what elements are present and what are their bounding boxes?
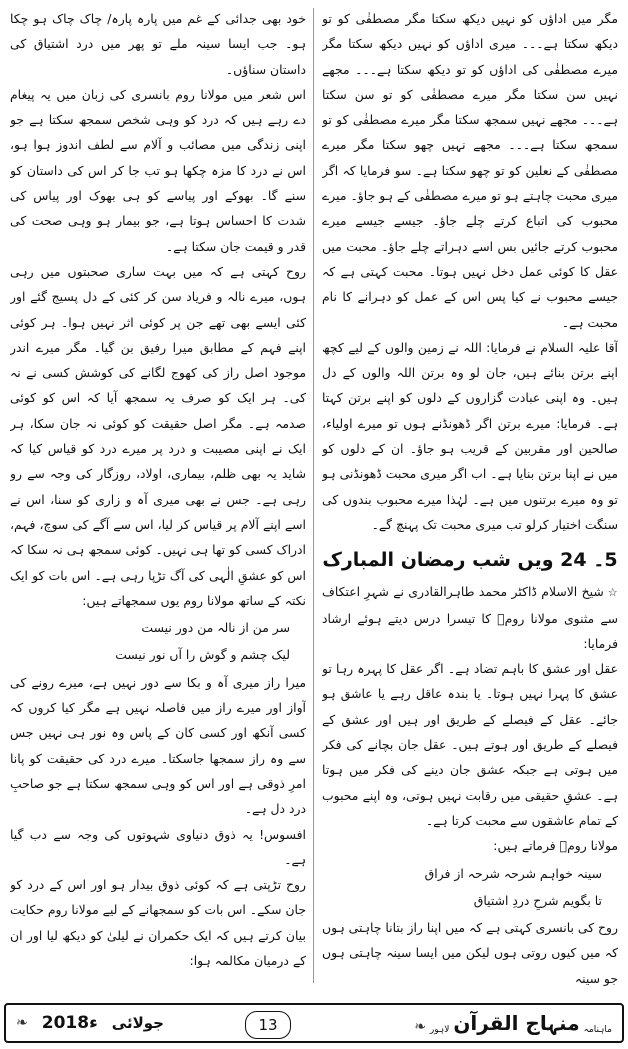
paragraph: میرا راز میری آہ و بکا سے دور نہیں ہے، میرے رونے کی آواز اور میرے راز میں فاصلہ نہیں ہے مگر کیا کروں کہ کسی آنکھ اور کسی کان کے پاس وہ نور ہی نہیں جس سے وہ راز سمجھا جاسکتا۔ میرے درد کی حقیقت کو پانا امرِ ذوقی ہے اور اس کو وہی سمجھ سکتا ہے جو صاحبِ درد دل ہے۔ (10, 674, 306, 817)
ornament-icon: ❧ (414, 1019, 426, 1035)
page-footer (4, 1003, 624, 1043)
star-icon: ☆ (607, 586, 618, 600)
right-column (322, 6, 618, 987)
paragraph: آقا علیہ السلام نے فرمایا: اللہ نے زمین والوں کے لیے کچھ اپنے برتن بنائے ہیں، جان لو وہ برتن اللہ والوں کے دل ہیں۔ وہ اپنی عبادت گزاروں کے دلوں کو اپنے برتن کہتا ہے۔ فرمایا: میرے برتن اگر ڈھونڈنے ہوں تو میرے اولیاء، صالحین اور مقربین کے قریب ہو جاؤ۔ ان کے دلوں کو میں نے اپنا برتن بنایا ہے۔ اب اگر میری محبت ڈھونڈنی ہو تو وہ میرے برتنوں میں ہے۔ لہٰذا میرے محبوب بندوں کی سنگت اختیار کرلو تب میری محبت تک پہنچ گے۔ (322, 339, 618, 532)
issue-month: جولائی (111, 1014, 164, 1032)
magazine-city: لاہور (429, 1025, 450, 1035)
paragraph: ☆شیخ الاسلام ڈاکٹر محمد طاہرالقادری نے شہرِ اعتکاف سے مثنوی مولانا رومؒ کا تیسرا درس دیتے ہوئے ارشاد فرمایا: (322, 584, 618, 651)
paragraph: خود بھی جدائی کے غم میں پارہ پارہ/ چاک چاک ہو چکا ہو۔ جب ایسا سینہ ملے تو پھر میں درد اشتیاق کی داستان سناؤں۔ (10, 11, 306, 77)
left-column (10, 6, 306, 987)
verse-line: سینہ خواہم شرحہ شرحہ از فراق (424, 865, 602, 881)
page-number: 13 (245, 1011, 291, 1039)
paragraph: مولانا رومؒ فرماتے ہیں: (493, 838, 618, 854)
section-heading: 5۔ 24 ویں شب رمضان المبارک (322, 549, 618, 572)
verse-line: تا بگویم شرحِ دردِ اشتیاق (473, 892, 602, 908)
verse-line: سر من از نالہ من دور نیست (141, 620, 290, 636)
paragraph: افسوس! یہ ذوق دنیاوی شہوتوں کی وجہ سے دب گیا ہے۔ (10, 826, 306, 867)
verse-line: لیک چشم و گوش را آں نور نیست (115, 647, 290, 663)
column-divider (313, 8, 314, 983)
issue-date (16, 1013, 164, 1033)
issue-year: 2018ء (41, 1013, 98, 1033)
paragraph: روح تڑپتی ہے کہ کوئی ذوق بیدار ہو اور اس کے درد کو جان سکے۔ اس بات کو سمجھانے کے لیے مولانا روم حکایت بیان کرتے ہیں کہ ایک حکمران نے لیلیٰ کو دیکھ لیا اور ان کے درمیان مکالمہ ہوا: (10, 877, 306, 968)
paragraph: مگر میں اداؤں کو نہیں دیکھ سکتا مگر مصطفٰی کو تو دیکھ سکتا ہے۔۔۔ میری اداؤں کو نہیں دیکھ سکتا مگر میرے مصطفٰی کی اداؤں کو تو دیکھ سکتا ہے۔۔۔ مجھے نہیں سن سکتا مگر میرے مصطفٰی کو تو سن سکتا ہے۔۔۔ مجھے نہیں سمجھ سکتا مگر میرے مصطفٰی کو تو سمجھ سکتا ہے۔۔۔ مجھے نہیں چھو سکتا مگر میرے مصطفٰی کے نعلین کو تو چھو سکتا ہے۔ سو فرمایا کہ اگر میری محبت چاہتے ہو تو میرے مصطفٰی کے ہو جاؤ۔ میرے محبوب کی اتباع کرتے چلے جاؤ۔ جیسے جیسے میرے محبوب کرتے جائیں بس اسے دہراتے چلے جاؤ۔ محبت میں عقل کا کوئی عمل دخل نہیں ہوتا۔ محبت کہتی ہے کہ جیسے محبوب نے کیا پس اس کے عمل کو دہرانے کا نام محبت ہے۔ (322, 11, 618, 330)
magazine-title: منہاج القرآن (453, 1011, 580, 1035)
paragraph: روح کہتی ہے کہ میں بہت ساری صحبتوں میں رہی ہوں، میرے نالہ و فریاد سن کر کئی کے دل پسیج گئے اور کئی ایسے بھی تھے جن پر کوئی اثر نہیں ہوا۔ ہر کوئی اپنے فہم کے مطابق میرا رفیق بن گیا۔ مگر میرے اندر موجود اصل راز کی کھوج لگانے کی کوشش کسی نے نہ کی۔ ہر ایک کو صرف یہ سمجھ آیا کہ اس کو کوئی صدمہ ہے۔ مگر اصل حقیقت کو کوئی نہ جان سکا، ہر ایک نے اپنی مصیبت و درد پر میرے درد کو قیاس کیا کہ شاید یہ بھی ظلم، بیماری، اولاد، روزگار کی وجہ سے رو رہی ہے۔ جس نے بھی میری آہ و زاری کو سنا، اس نے اسے اپنے آلام پر قیاس کر لیا، اس سے آگے کی سوچ، فہم، ادراک کسی کو تھا ہی نہیں۔ کوئی سمجھ ہی نہ سکا کہ اس کو عشقِ الٰہی کی آگ تڑپا رہی ہے۔ اس بات کو ایک نکتہ کے ساتھ مولانا روم یوں سمجھاتے ہیں: (10, 263, 306, 608)
paragraph: عقل اور عشق کا باہم تضاد ہے۔ اگر عقل کا پہرہ رہا تو عشق کا پہرا نہیں ہوتا۔ یا بندہ عاقل رہے یا عاشق ہو جائے۔ عقل کے فیصلے کے طریق اور ہیں اور عشق کے فیصلے کے طریق اور ہوتے ہیں۔ عقل جان بچانے کی فکر میں ہوتی ہے جبکہ عشق جان دینے کی فکر میں ہوتا ہے۔ عشقِ حقیقی میں رقابت نہیں ہوتی، وہ اپنے محبوب کے تمام عاشقوں سے محبت کرتا ہے۔ (322, 661, 618, 828)
paragraph: روح کی بانسری کہتی ہے کہ میں اپنا راز بتانا چاہتی ہوں کہ میں کیوں روتی ہوں لیکن میں ایسا سینہ چاہتی ہوں جو سینہ (322, 920, 618, 986)
magazine-masthead (414, 1011, 612, 1035)
ornament-icon: ❧ (16, 1015, 28, 1031)
magazine-label: ماہنامہ (583, 1025, 612, 1035)
paragraph: اس شعر میں مولانا روم بانسری کی زبان میں یہ پیغام دے رہے ہیں کہ درد کو وہی شخص سمجھ سکتا ہے جو اپنی زندگی میں مصائب و آلام سے لطف اندوز ہوا ہو، اس نے درد کا مزہ چکھا ہو تب جا کر اس کی داستان کو سنے گا۔ بھوکے اور پیاسے کو ہی بھوک اور پیاس کی شدت کا احساس ہوتا ہے، جو بیمار ہو وہی صحت کی قدر و قیمت جان سکتا ہے۔ (10, 86, 306, 254)
